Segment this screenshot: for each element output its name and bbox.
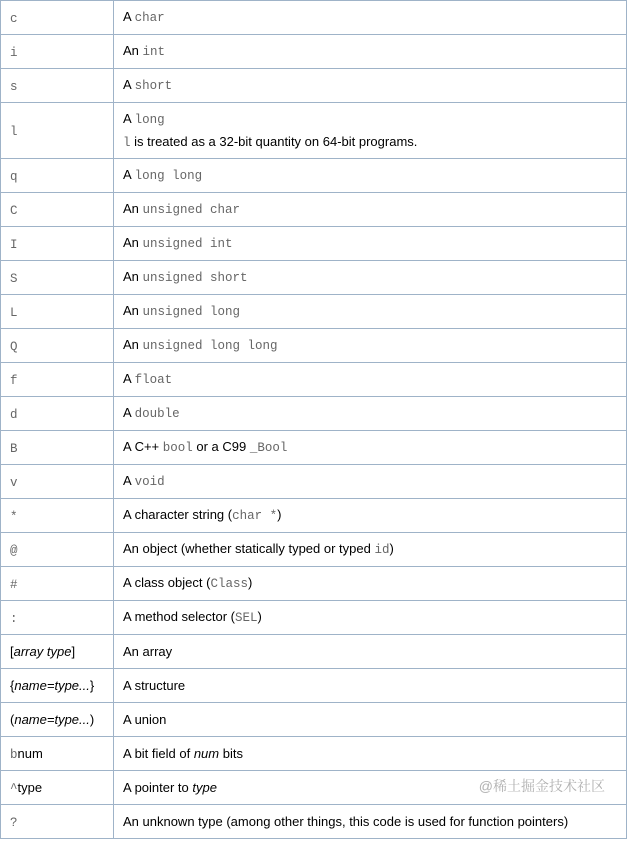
description-line xyxy=(123,368,617,391)
code-text: SEL xyxy=(235,611,258,625)
text: { xyxy=(10,678,15,693)
code-text: long long xyxy=(134,169,203,183)
text: An xyxy=(123,43,143,58)
text: An xyxy=(123,303,143,318)
code-text: l xyxy=(123,135,131,150)
table-row xyxy=(1,737,627,771)
code-text: @ xyxy=(10,543,18,558)
meaning-cell xyxy=(114,635,627,669)
table-row xyxy=(1,397,627,431)
table-row xyxy=(1,227,627,261)
meaning-cell xyxy=(114,227,627,261)
text: ] xyxy=(71,644,76,659)
code-text: i xyxy=(10,45,18,60)
code-text: unsigned short xyxy=(142,271,248,285)
type-code-cell xyxy=(1,103,114,159)
table-row xyxy=(1,1,627,35)
text: } xyxy=(89,678,95,693)
description-line xyxy=(123,266,617,289)
description-line xyxy=(123,232,617,255)
code-text: unsigned long long xyxy=(142,339,278,353)
code-text: ? xyxy=(10,815,18,830)
text: An xyxy=(123,269,143,284)
meaning-cell xyxy=(114,737,627,771)
type-code-cell xyxy=(1,363,114,397)
table-row xyxy=(1,35,627,69)
type-code-cell xyxy=(1,805,114,839)
code-text: S xyxy=(10,271,18,286)
description-line xyxy=(123,606,617,629)
code-text: char * xyxy=(232,509,278,523)
table-row xyxy=(1,159,627,193)
meaning-cell xyxy=(114,35,627,69)
text: is treated as a 32-bit quantity on 64-bit programs. xyxy=(130,133,418,149)
text: ) xyxy=(89,712,95,727)
description-line xyxy=(123,300,617,323)
text: ) xyxy=(277,507,282,522)
text: A structure xyxy=(123,678,186,693)
code-text: char xyxy=(134,11,165,25)
text: A xyxy=(123,371,135,386)
emphasis-text: array type xyxy=(13,644,72,659)
text: num xyxy=(17,745,43,761)
description-line xyxy=(123,641,617,662)
text: type xyxy=(17,779,43,795)
type-code-cell xyxy=(1,329,114,363)
text: ) xyxy=(389,541,394,556)
type-code-cell xyxy=(1,1,114,35)
table-row xyxy=(1,669,627,703)
meaning-cell xyxy=(114,567,627,601)
meaning-cell xyxy=(114,329,627,363)
meaning-cell xyxy=(114,193,627,227)
table-row xyxy=(1,465,627,499)
text: A xyxy=(123,77,135,92)
code-text: : xyxy=(10,611,18,626)
code-text: ^ xyxy=(10,781,18,796)
code-text: Class xyxy=(210,577,248,591)
type-code-cell xyxy=(1,397,114,431)
code-text: q xyxy=(10,169,18,184)
code-text: long xyxy=(134,112,165,127)
type-code-cell xyxy=(1,737,114,771)
type-code-cell xyxy=(1,295,114,329)
text: ) xyxy=(247,575,253,590)
code-text: short xyxy=(134,79,173,93)
type-code-cell xyxy=(1,771,114,805)
code-text: * xyxy=(10,509,18,524)
table-row xyxy=(1,329,627,363)
code-text: unsigned char xyxy=(142,203,241,217)
description-line xyxy=(123,40,617,63)
code-text: _Bool xyxy=(249,441,288,455)
code-text: L xyxy=(10,305,18,320)
text: A xyxy=(123,473,135,488)
table-row xyxy=(1,533,627,567)
type-code-cell xyxy=(1,69,114,103)
text: An xyxy=(123,201,143,216)
code-text: c xyxy=(10,11,18,26)
code-text: unsigned long xyxy=(142,305,241,319)
type-code-cell xyxy=(1,703,114,737)
description-line xyxy=(123,538,617,561)
description-line xyxy=(123,436,617,459)
text: A pointer to xyxy=(123,780,193,795)
code-text: d xyxy=(10,407,18,422)
code-text: s xyxy=(10,79,18,94)
text: An array xyxy=(123,644,173,659)
description-line xyxy=(123,675,617,696)
type-code-cell xyxy=(1,601,114,635)
meaning-cell xyxy=(114,261,627,295)
code-text: bool xyxy=(162,441,193,455)
text: ( xyxy=(10,712,15,727)
table-row xyxy=(1,431,627,465)
text: A union xyxy=(123,712,167,727)
meaning-cell xyxy=(114,1,627,35)
text: An unknown type (among other things, this code is used for function pointers) xyxy=(123,814,569,829)
description-line xyxy=(123,572,617,595)
type-code-cell xyxy=(1,35,114,69)
type-code-cell xyxy=(1,567,114,601)
description-line xyxy=(123,6,617,29)
type-code-cell xyxy=(1,261,114,295)
table-row xyxy=(1,703,627,737)
meaning-cell xyxy=(114,499,627,533)
text: A bit field of xyxy=(123,746,194,761)
description-line xyxy=(123,811,617,832)
description-line xyxy=(123,334,617,357)
code-text: I xyxy=(10,237,18,252)
code-text: v xyxy=(10,475,18,490)
meaning-cell xyxy=(114,431,627,465)
code-text: b xyxy=(10,747,18,762)
meaning-cell xyxy=(114,601,627,635)
text: An xyxy=(123,235,143,250)
code-text: f xyxy=(10,373,18,388)
meaning-cell xyxy=(114,69,627,103)
description-line xyxy=(123,74,617,97)
table-row xyxy=(1,601,627,635)
meaning-cell xyxy=(114,703,627,737)
type-code-cell xyxy=(1,635,114,669)
meaning-cell xyxy=(114,533,627,567)
type-code-cell xyxy=(1,193,114,227)
text: A method selector ( xyxy=(123,609,235,624)
table-row xyxy=(1,69,627,103)
description-line xyxy=(123,164,617,187)
description-line xyxy=(123,470,617,493)
code-text: C xyxy=(10,203,18,218)
emphasis-text: type xyxy=(192,780,217,795)
table-row xyxy=(1,295,627,329)
table-row xyxy=(1,261,627,295)
text: A C++ xyxy=(123,439,163,454)
text: A xyxy=(123,167,135,182)
type-code-cell xyxy=(1,465,114,499)
code-text: # xyxy=(10,577,18,592)
type-code-cell xyxy=(1,227,114,261)
emphasis-text: name=type... xyxy=(14,678,90,693)
meaning-cell xyxy=(114,805,627,839)
text: bits xyxy=(219,746,243,761)
type-code-cell xyxy=(1,499,114,533)
emphasis-text: name=type... xyxy=(14,712,90,727)
description-line xyxy=(123,131,617,154)
code-text: void xyxy=(134,475,165,489)
text: ) xyxy=(257,609,262,624)
description-line xyxy=(123,743,617,764)
description-line xyxy=(123,198,617,221)
description-line xyxy=(123,108,617,131)
table-row xyxy=(1,363,627,397)
text: A class object ( xyxy=(123,575,211,590)
text: A xyxy=(123,110,135,126)
code-text: l xyxy=(10,124,18,139)
text: [ xyxy=(10,644,14,659)
code-text: float xyxy=(134,373,173,387)
meaning-cell xyxy=(114,363,627,397)
description-line xyxy=(123,709,617,730)
table-row xyxy=(1,103,627,159)
code-text: double xyxy=(134,407,180,421)
code-text: Q xyxy=(10,339,18,354)
description-line xyxy=(123,504,617,527)
type-code-cell xyxy=(1,669,114,703)
code-text: B xyxy=(10,441,18,456)
table-row xyxy=(1,635,627,669)
emphasis-text: num xyxy=(193,746,220,761)
text: or a C99 xyxy=(192,439,250,454)
watermark: @稀土掘金技术社区 xyxy=(478,778,605,794)
type-code-cell xyxy=(1,431,114,465)
meaning-cell xyxy=(114,159,627,193)
text: A character string ( xyxy=(123,507,233,522)
table-row xyxy=(1,567,627,601)
text: An object (whether statically typed or typed xyxy=(123,541,375,556)
table-row xyxy=(1,805,627,839)
meaning-cell xyxy=(114,669,627,703)
type-code-cell xyxy=(1,533,114,567)
meaning-cell xyxy=(114,295,627,329)
meaning-cell xyxy=(114,103,627,159)
type-code-cell xyxy=(1,159,114,193)
meaning-cell xyxy=(114,465,627,499)
text: A xyxy=(123,9,135,24)
description-line xyxy=(123,402,617,425)
table-row xyxy=(1,193,627,227)
code-text: unsigned int xyxy=(142,237,233,251)
code-text: int xyxy=(142,45,166,59)
meaning-cell xyxy=(114,397,627,431)
text: A xyxy=(123,405,135,420)
code-text: id xyxy=(374,543,390,557)
text: An xyxy=(123,337,143,352)
table-row xyxy=(1,499,627,533)
